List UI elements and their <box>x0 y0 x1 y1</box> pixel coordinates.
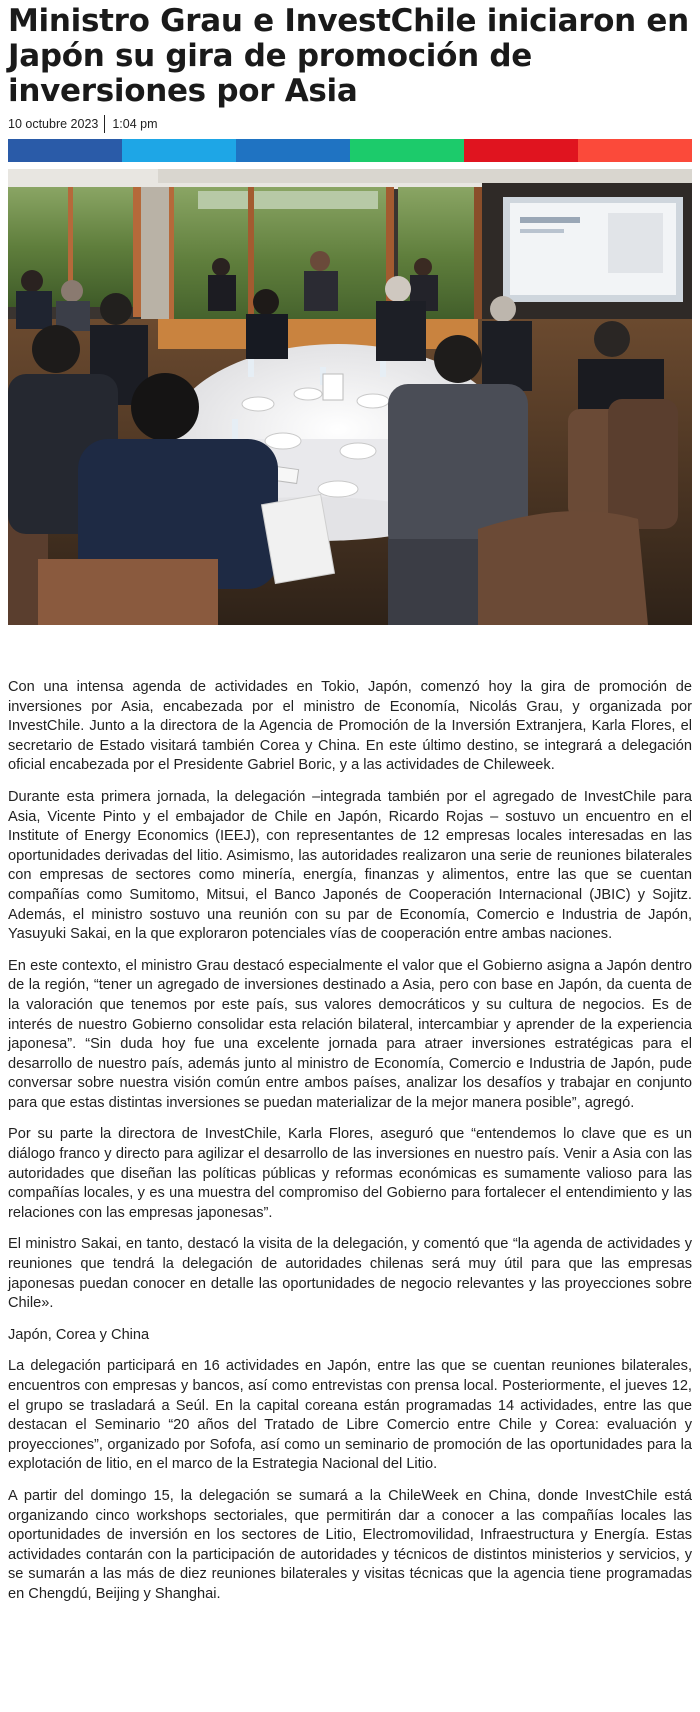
meeting-photo <box>8 169 692 625</box>
publish-time: 1:04 pm <box>112 117 158 131</box>
paragraph-5: El ministro Sakai, en tanto, destacó la visita de la delegación, y comentó que “la agenda de actividades y reuniones que tendrá la delegación de autoridades chilenas será muy útil para que las empresas japonesas puedan conocer en detalle las oportunidades de negocio relevantes y las proyecciones sobre Chile». <box>8 1236 692 1312</box>
paragraph-3: En este contexto, el ministro Grau destacó especialmente el valor que el Gobierno asigna a Japón dentro de la región, “tener un agregado de inversiones destinado a Asia, pero con base en Japón, da cuenta de la valoración que tenemos por este país, sus valores democráticos y su cultura de negocios. Es de interés de nuestro Gobierno consolidar esta relación bilateral, intercambiar y aprender de la experiencia japonesa”. “Sin duda hoy fue una excelente jornada para atraer inversiones estratégicas para el desarrollo de nuestro país, además junto al ministro de Economía, Comercio e Industria de Japón, pude conversar sobre nuestra visión común entre ambos países, analizar los desafíos y trabajar en conjunto para que estas distintas inversiones se puedan materializar de la mejor manera posible”, agregó. <box>8 957 692 1111</box>
paragraph-6: La delegación participará en 16 actividades en Japón, entre las que se cuentan reuniones bilaterales, encuentros con empresas y bancos, así como entrevistas con prensa local. Posteriormente, el jueves 12, el grupo se trasladará a Seúl. En la capital coreana están programadas 14 actividades, entre las que destacan el Seminario “20 años del Tratado de Libre Comercio entre Chile y Corea: evaluación y proyecciones”, organizado por Sofofa, así como un seminario de promoción de las oportunidades para la explotación de litio, en el marco de la Estrategia Nacional del Litio. <box>8 1358 692 1473</box>
article-body <box>8 678 692 1605</box>
section-subheading: Japón, Corea y China <box>8 1326 150 1343</box>
article <box>8 0 692 1617</box>
paragraph-1: Con una intensa agenda de actividades en Tokio, Japón, comenzó hoy la gira de promoción de inversiones por Asia, encabezada por el ministro de Economía, Nicolás Grau, y organizada por InvestChile. Junto a la directora de la Agencia de Promoción de la Inversión Extranjera, Karla Flores, el secretario de Estado visitará también Corea y China. En este último destino, se integrará a delegación oficial encabezada por el Presidente Gabriel Boric, y a las actividades de Chileweek. <box>8 679 692 774</box>
color-stripe-1 <box>8 139 122 162</box>
paragraph-2: Durante esta primera jornada, la delegación –integrada también por el agregado de InvestChile para Asia, Vicente Pinto y el embajador de Chile en Japón, Ricardo Rojas – sostuvo un encuentro en el Institute of Energy Economics (IEEJ), con representantes de 12 empresas locales interesadas en las oportunidades derivadas del litio. Asimismo, las autoridades realizaron una serie de reuniones bilaterales con empresas de sectores como minería, energía, finanzas y alimentos, entre las que se cuentan compañías como Sumitomo, Mitsui, el Banco Japonés de Cooperación Internacional (JBIC) y Sojitz. Además, el ministro sostuvo una reunión con su par de Economía, Comercio e Industria de Japón, Yasuyuki Sakai, en la que exploraron potenciales vías de cooperación entre ambas naciones. <box>8 788 692 943</box>
meta-divider <box>104 115 105 133</box>
color-stripe-5 <box>464 139 578 162</box>
article-title: Ministro Grau e InvestChile iniciaron en Japón su gira de promoción de inversiones por Asia <box>8 3 689 109</box>
publish-date: 10 octubre 2023 <box>8 117 99 131</box>
article-meta <box>8 115 692 133</box>
paragraph-4: Por su parte la directora de InvestChile, Karla Flores, aseguró que “entendemos lo clave que es un diálogo franco y directo para agilizar el desarrollo de las inversiones en nuestro país. Venir a Asia con las autoridades que diseñan las políticas públicas y reformas económicas es sumamente valioso para las compañías locales, y es una muestra del compromiso del Gobierno para fortalecer el entendimiento y las relaciones con las empresas japonesas”. <box>8 1126 692 1221</box>
color-stripe-bar <box>8 139 692 162</box>
color-stripe-3 <box>236 139 350 162</box>
color-stripe-4 <box>350 139 464 162</box>
paragraph-7: A partir del domingo 15, la delegación se sumará a la ChileWeek en China, donde InvestChile está organizando cinco workshops sectoriales, que permitirán dar a conocer a las compañías locales las oportunidades de inversión en los sectores de Litio, Electromovilidad, Infraestructura y Energía. Estas actividades contarán con la participación de autoridades y técnicos de distintos ministerios y servicios, y se sumarán a las más de diez reuniones bilaterales y visitas técnicas que la agencia tiene programadas en Chengdú, Beijing y Shanghai. <box>8 1487 692 1602</box>
color-stripe-6 <box>578 139 692 162</box>
color-stripe-2 <box>122 139 236 162</box>
